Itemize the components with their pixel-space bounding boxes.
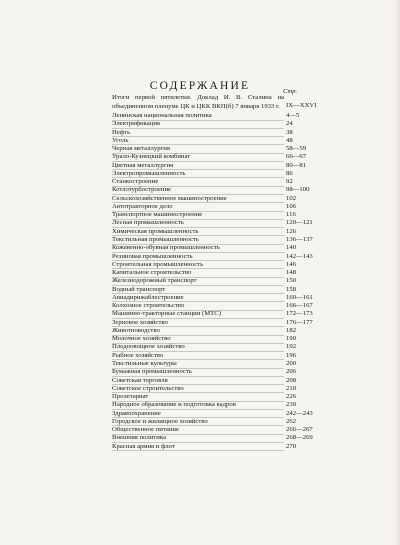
toc-entry-title: Урало-Кузнецкий комбинат	[112, 153, 284, 162]
toc-entry-page: 24	[286, 120, 293, 128]
toc-entry-title: Уголь	[112, 137, 284, 146]
toc-entry	[112, 162, 322, 170]
toc-entry-page: 262	[286, 417, 297, 425]
toc-entry-page: 116	[286, 211, 296, 219]
toc-entry-title: Пролетариат	[112, 393, 284, 402]
toc-entry	[112, 236, 322, 244]
toc-entry-page: 270	[286, 442, 297, 450]
toc-entry-page: 80—81	[286, 161, 307, 169]
toc-entry-title: Красная армия и флот	[112, 443, 284, 452]
toc-entry-page: 206	[286, 368, 297, 376]
toc-entry-title: Водный транспорт	[112, 286, 284, 295]
toc-entry-title: Автотракторное дело	[112, 203, 284, 212]
toc-entry	[112, 145, 322, 153]
toc-entry	[112, 244, 322, 252]
toc-entry	[112, 393, 322, 401]
toc-entry-title: Животноводство	[112, 327, 284, 336]
toc-entry-page: 150	[286, 277, 297, 285]
toc-entry	[112, 211, 322, 219]
toc-entry-title: Бумажная промышленность	[112, 368, 284, 377]
toc-entry	[112, 137, 322, 145]
toc-entry-title: Нефть	[112, 129, 284, 138]
toc-entry-title: Станкостроение	[112, 178, 284, 187]
toc-entry	[112, 319, 322, 327]
toc-entry	[112, 277, 322, 285]
toc-entry-title: Железнодорожный транспорт	[112, 277, 284, 286]
toc-entry-title: Химическая промышленность	[112, 228, 284, 237]
toc-entry	[112, 377, 322, 385]
toc-entry-title: Общественное питание	[112, 426, 284, 435]
toc-entry-page: 106	[286, 202, 297, 210]
toc-entry-title: Текстильные культуры	[112, 360, 284, 369]
toc-entry-title: Советская торговля	[112, 377, 284, 386]
toc-entry	[112, 352, 322, 360]
toc-entry-page: 266—267	[286, 426, 313, 434]
toc-entry-page: 48	[286, 136, 293, 144]
toc-entry	[112, 410, 322, 418]
toc-entry	[112, 368, 322, 376]
toc-entry-title: Цветная металлургия	[112, 162, 284, 171]
toc-entry-title: Кожевенно-обувная промышленность	[112, 244, 284, 253]
toc-entry	[112, 286, 322, 294]
toc-entry-title: Зерновое хозяйство	[112, 319, 284, 328]
toc-entry-title: Авиадирижаблестроение	[112, 294, 284, 303]
toc-entry-title: Городское и жилищное хозяйство	[112, 418, 284, 427]
toc-entry-page: 166—167	[286, 302, 313, 310]
toc-entry-page: 158	[286, 285, 297, 293]
toc-entry	[112, 269, 322, 277]
toc-entry-page: 126	[286, 227, 297, 235]
toc-entry	[112, 426, 322, 434]
page-title: СОДЕРЖАНИЕ	[149, 80, 251, 92]
toc-entry	[112, 261, 322, 269]
toc-entry-title: Народное образование и подготовка кадров	[112, 401, 284, 410]
toc-entry-title: Текстильная промышленность	[112, 236, 284, 245]
toc-entry-page: 208	[286, 376, 297, 384]
toc-entry	[112, 253, 322, 261]
toc-entry	[112, 120, 322, 128]
toc-entry-page: 196	[286, 351, 297, 359]
toc-entry	[112, 170, 322, 178]
toc-entry	[112, 178, 322, 186]
toc-entry-page: 172—173	[286, 310, 313, 318]
toc-entry	[112, 385, 322, 393]
toc-entry	[112, 186, 322, 194]
toc-entry-page: 92	[286, 178, 293, 186]
toc-entry-page: 58—59	[286, 145, 307, 153]
page-column-header: Стр.	[283, 88, 298, 95]
toc-entry-page: 86	[286, 169, 293, 177]
toc-entry-page: 210	[286, 384, 297, 392]
toc-entry-title: Колхозное строительство	[112, 302, 284, 311]
toc-entry	[112, 343, 322, 351]
toc-entry-title: Котлотурбостроение	[112, 186, 284, 195]
toc-entry-title: Плодоовощное хозяйство	[112, 343, 284, 352]
toc-entry	[112, 112, 322, 120]
toc-entry-page: 102	[286, 194, 297, 202]
toc-entry	[112, 228, 322, 236]
toc-entry-page: 268—269	[286, 434, 313, 442]
toc-entry-page: 120—121	[286, 219, 313, 227]
toc-entry-page: 98—100	[286, 186, 310, 194]
toc-entry	[112, 153, 322, 161]
toc-entry-title: Сельскохозяйственное машиностроение	[112, 195, 284, 204]
toc-entry-page: 160—161	[286, 293, 313, 301]
toc-entry	[112, 129, 322, 137]
toc-entry-title: Резиновая промышленность	[112, 253, 284, 262]
toc-entry	[112, 401, 322, 409]
toc-entry-title: Электропромышленность	[112, 170, 284, 179]
toc-entry-page: 176—177	[286, 318, 313, 326]
toc-entry	[112, 327, 322, 335]
toc-entry-page: 136—137	[286, 235, 313, 243]
toc-entry	[112, 195, 322, 203]
toc-entry-title: Здравоохранение	[112, 410, 284, 419]
toc-entry	[112, 302, 322, 310]
toc-entry	[112, 203, 322, 211]
toc-entry-title: Внешняя политика	[112, 434, 284, 443]
toc-entry	[112, 335, 322, 343]
toc-entry-page: 142—143	[286, 252, 313, 260]
toc-entry	[112, 434, 322, 442]
toc-entry	[112, 443, 322, 451]
toc-entry-page: 182	[286, 326, 297, 334]
toc-entry-title: Черная металлургия	[112, 145, 284, 154]
toc-entry-page: 146	[286, 260, 297, 268]
toc-entry-page: 190	[286, 335, 297, 343]
toc-entry-title: Рыбное хозяйство	[112, 352, 284, 361]
toc-entry-page: 192	[286, 343, 297, 351]
toc-entry	[112, 294, 322, 302]
toc-entry	[112, 310, 322, 318]
toc-entry-page: 38	[286, 128, 293, 136]
toc-entry-page: 148	[286, 269, 297, 277]
toc-entry-page: 4—5	[286, 112, 300, 119]
toc-entry-title: Молочное хозяйство	[112, 335, 284, 344]
toc-entry-page: 230	[286, 401, 297, 409]
toc-entry-page: 242—243	[286, 409, 313, 417]
intro-entry-title: Итоги первой пятилетки. Доклад И. В. Сталина на объединенном пленуме ЦК и ЦКК ВКП(б) 7 января 1933 г.	[112, 94, 284, 110]
toc-entry	[112, 219, 322, 227]
toc-entry-page: 200	[286, 359, 297, 367]
toc-entry-title: Машинно-тракторные станции (МТС)	[112, 310, 284, 319]
toc-entry-title: Советское строительство	[112, 385, 284, 394]
toc-entry	[112, 360, 322, 368]
toc-entry-page: 66—67	[286, 153, 307, 161]
toc-entry	[112, 418, 322, 426]
toc-entry-title: Лесная промышленность	[112, 219, 284, 228]
toc-list	[112, 112, 322, 451]
toc-entry-title: Транспортное машиностроение	[112, 211, 284, 220]
toc-entry-title: Электрификация	[112, 120, 284, 129]
toc-entry-title: Капитальное строительство	[112, 269, 284, 278]
toc-entry-page: 226	[286, 393, 297, 401]
page-edge-shadow	[394, 0, 400, 545]
toc-entry-title: Ленинская национальная политика	[112, 112, 284, 121]
toc-entry-page: 140	[286, 244, 297, 252]
toc-entry-title: Строительная промышленность	[112, 261, 284, 270]
intro-entry-page: IX—XXVI	[286, 102, 317, 109]
